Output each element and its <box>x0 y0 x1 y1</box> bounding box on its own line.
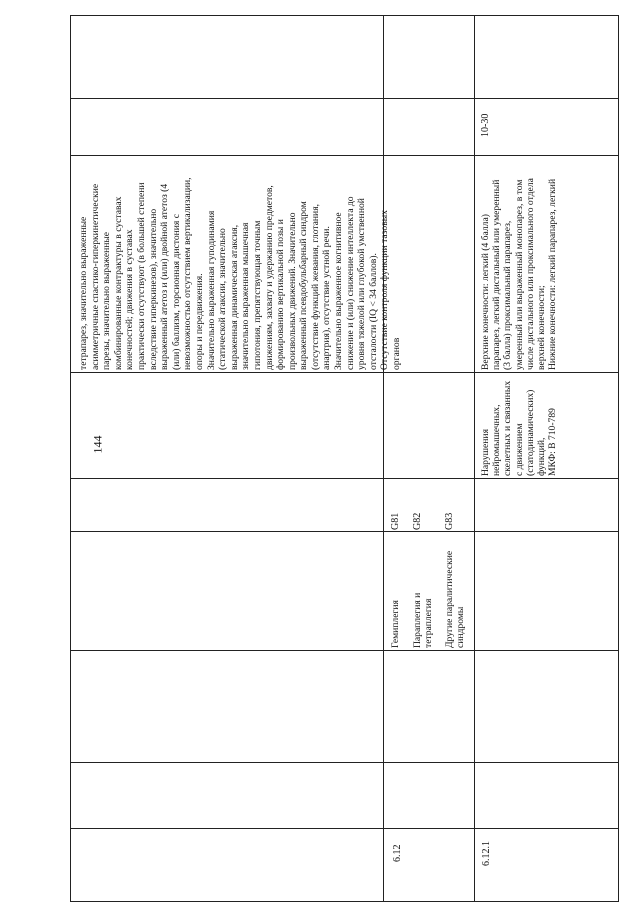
icd-code: G83 <box>444 512 455 530</box>
condition-name: Другие паралитические синдромы <box>444 550 466 648</box>
condition-name: Параплегия и тетраплегия <box>412 592 434 648</box>
row-divider <box>70 762 619 763</box>
row-divider <box>70 155 619 156</box>
percent-range: 10-30 <box>480 113 491 137</box>
column-divider <box>383 15 384 902</box>
column-divider <box>474 15 475 902</box>
row-divider <box>70 650 619 651</box>
row-divider <box>70 372 619 373</box>
row-divider <box>70 478 619 479</box>
condition-name: Гемиплегия <box>390 600 401 648</box>
functions-text: Нарушения нейромышечных, скелетных и связанных с движением (статодинамических) функций, МКФ: В 710-789 <box>480 380 559 476</box>
row-divider <box>70 828 619 829</box>
row-divider <box>70 531 619 532</box>
continuation-text: тетрапарез, значительно выраженные асимметричные спастико-гиперкинетические парезы, значительно выраженные комбинированные контрактуры в суставах конечностей; движения в суставах практически отсутствуют (в большей степени вследствие гиперкинезов), значительно выраженный атетоз и (или) двойной атетоз (4 (или) баллизм, торсионная дистония с невозможностью отсутствием вертикализации, опоры и передвижения. Значительно выраженная гуподинамия (статической атаксии, значительно выраженная динамическая атаксия, значительно выраженная мышечная гипотония, препятствующая точным движениям, захвату и удержанию предметов, формированию вертикальной позы и произвольных движений. Значительно выраженный псевдобульбарный синдром (отсутствие функций жевания, глотания, анартрия), отсутствие устной речи. Значительно выраженное когнитивное снижение и (или) снижение интеллекта до уровня тяжелой или глубокой умственной отсталости (IQ < 34 баллов). Отсутствие контроля функции тазовых органов <box>78 177 403 370</box>
row-number: 6.12.1 <box>481 841 492 866</box>
row-number: 6.12 <box>392 844 403 862</box>
row-divider <box>70 98 619 99</box>
criteria-text: Верхние конечности: легкий (4 балла) парапарез, легкий дистальный или умеренный (3 балла) проксимальный парапарез, умеренный или выраженный монопарез, в том числе дистального или проксимального отдела верхней конечности; Нижние конечности: легкий парапарез, легкий <box>480 178 559 370</box>
icd-code: G82 <box>412 512 423 530</box>
icd-code: G81 <box>390 512 401 530</box>
page-number: 144 <box>90 435 105 454</box>
